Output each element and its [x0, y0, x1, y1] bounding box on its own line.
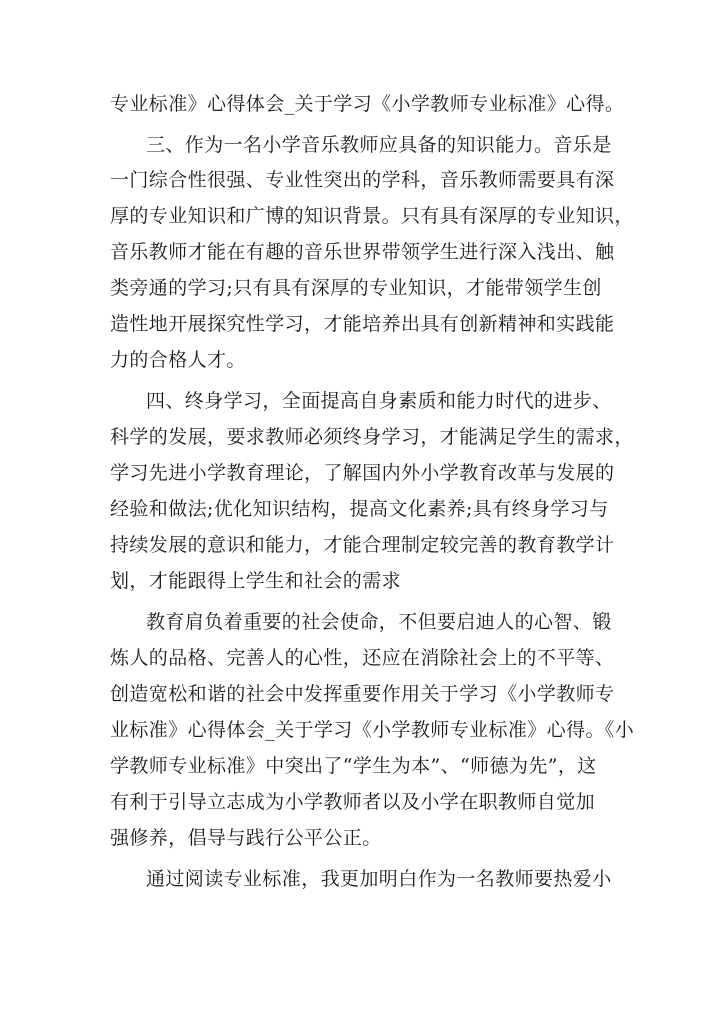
text-line-20: 有利于引导立志成为小学教师者以及小学在职教师自觉加 — [110, 791, 596, 813]
text-line-4: 厚的专业知识和广博的知识背景。只有具有深厚的专业知识， — [110, 205, 634, 227]
text-line-7: 造性地开展探究性学习，才能培养出具有创新精神和实践能 — [110, 313, 615, 335]
text-line-5: 音乐教师才能在有趣的音乐世界带领学生进行深入浅出、触 — [110, 241, 615, 263]
text-line-18: 业标准》心得体会_关于学习《小学教师专业标准》心得。《小 — [110, 719, 635, 741]
text-line-8: 力的合格人才。 — [110, 349, 246, 371]
text-line-19: 学教师专业标准》中突出了“学生为本”、“师德为先”，这 — [110, 755, 597, 777]
text-line-3: 一门综合性很强、专业性突出的学科，音乐教师需要具有深 — [110, 169, 615, 191]
text-line-1: 专业标准》心得体会_关于学习《小学教师专业标准》心得。 — [110, 93, 625, 115]
text-line-12: 经验和做法;优化知识结构，提高文化素养;具有终身学习与 — [110, 498, 609, 520]
text-line-6: 类旁通的学习;只有具有深厚的专业知识，才能带领学生创 — [110, 277, 602, 299]
text-line-14: 划，才能跟得上学生和社会的需求 — [110, 570, 402, 592]
text-line-2: 三、作为一名小学音乐教师应具备的知识能力。音乐是 — [146, 134, 612, 156]
text-line-10: 科学的发展，要求教师必须终身学习，才能满足学生的需求， — [110, 426, 634, 448]
text-line-21: 强修养，倡导与践行公平公正。 — [110, 827, 382, 849]
text-line-17: 创造宽松和谐的社会中发挥重要作用关于学习《小学教师专 — [110, 683, 615, 705]
text-line-13: 持续发展的意识和能力，才能合理制定较完善的教育教学计 — [110, 534, 615, 556]
text-line-15: 教育肩负着重要的社会使命，不但要启迪人的心智、锻 — [146, 611, 612, 633]
text-line-11: 学习先进小学教育理论，了解国内外小学教育改革与发展的 — [110, 462, 615, 484]
text-line-16: 炼人的品格、完善人的心性，还应在消除社会上的不平等、 — [110, 647, 615, 669]
text-line-9: 四、终身学习，全面提高自身素质和能力时代的进步、 — [146, 390, 612, 412]
text-line-22: 通过阅读专业标准，我更加明白作为一名教师要热爱小 — [146, 868, 612, 890]
